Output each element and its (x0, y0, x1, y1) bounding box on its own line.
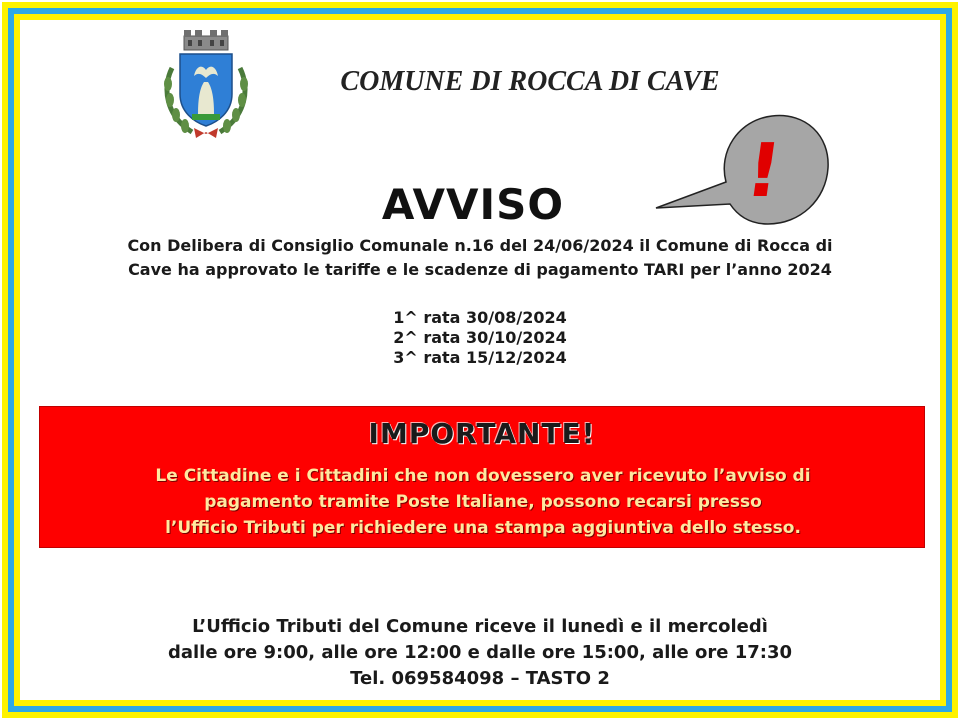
notice-intro-line: Cave ha approvato le tariffe e le scadenze di pagamento TARI per l’anno 2024 (128, 260, 832, 279)
important-title: IMPORTANTE! (368, 417, 596, 450)
notice-intro (40, 234, 920, 282)
installment-item: 3^ rata 15/12/2024 (393, 348, 567, 367)
installment-list (330, 308, 630, 368)
important-box (39, 406, 925, 548)
office-phone: Tel. 069584098 – TASTO 2 (350, 668, 610, 689)
notice-heading: AVVISO (381, 180, 565, 229)
office-hours-line: L’Ufficio Tributi del Comune riceve il lunedì e il mercoledì (192, 616, 768, 637)
important-text-line: pagamento tramite Poste Italiane, possono recarsi presso (204, 492, 762, 512)
notice-intro-line: Con Delibera di Consiglio Comunale n.16 del 24/06/2024 il Comune di Rocca di (127, 236, 833, 255)
exclamation-mark: ! (740, 127, 787, 214)
important-text (60, 463, 906, 541)
important-text-line: l’Ufficio Tributi per richiedere una stampa aggiuntiva dello stesso. (165, 518, 801, 538)
town-title: COMUNE DI ROCCA DI CAVE (340, 66, 720, 97)
office-hours-line: dalle ore 9:00, alle ore 12:00 e dalle ore 15:00, alle ore 17:30 (167, 642, 793, 663)
installment-item: 2^ rata 30/10/2024 (393, 328, 567, 347)
office-hours (60, 614, 900, 692)
installment-item: 1^ rata 30/08/2024 (393, 308, 567, 327)
important-text-line: Le Cittadine e i Cittadini che non dovessero aver ricevuto l’avviso di (155, 466, 811, 486)
coat-of-arms-icon (158, 28, 254, 140)
